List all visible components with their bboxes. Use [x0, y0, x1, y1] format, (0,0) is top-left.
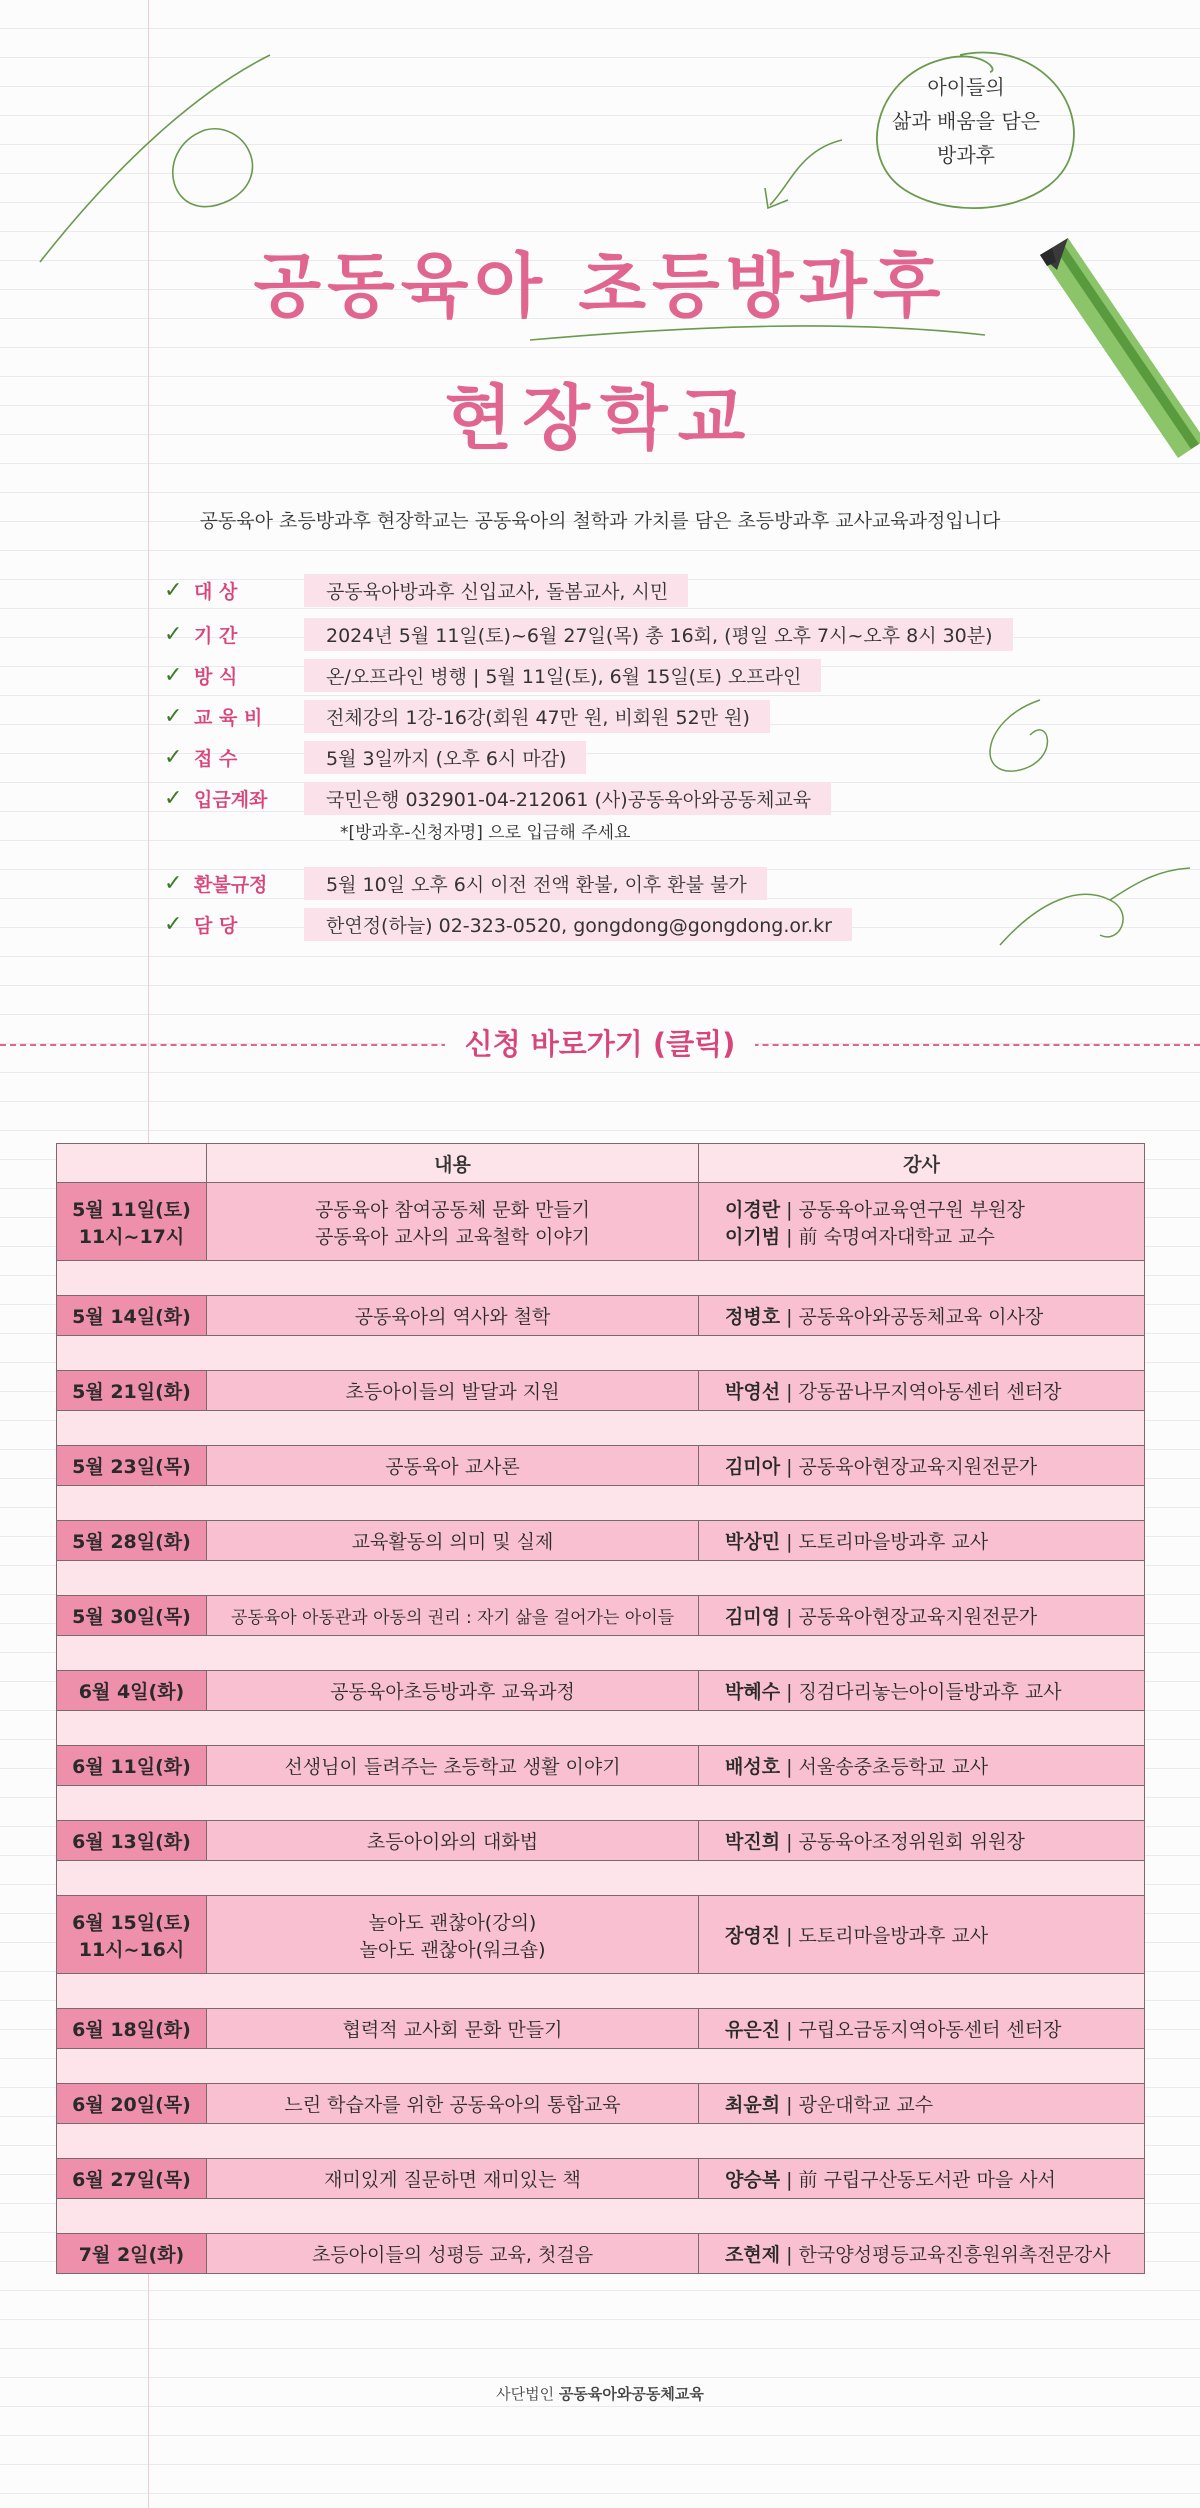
header-content: 내용 [207, 1144, 699, 1183]
spacer-row [57, 1411, 1145, 1446]
table-row [57, 2009, 1145, 2049]
instructor-affiliation: | 구립오금동지역아동센터 센터장 [780, 2019, 1062, 2041]
table-row [57, 1746, 1145, 1786]
table-row [57, 1371, 1145, 1411]
instructor-affiliation: | 징검다리놓는아이들방과후 교사 [780, 1681, 1062, 1703]
bubble-line: 삶과 배움을 담은 [892, 109, 1040, 133]
date-text: 5월 30일(목) [72, 1606, 191, 1628]
info-value: 2024년 5월 11일(토)~6월 27일(목) 총 16회, (평일 오후 7시~오후 8시 30분) [304, 618, 1013, 651]
content-cell [207, 1371, 699, 1411]
content-cell [207, 1671, 699, 1711]
content-line: 초등아이들의 발달과 지원 [345, 1381, 560, 1403]
date-cell [57, 2009, 207, 2049]
instructor-affiliation: | 前 숙명여자대학교 교수 [780, 1225, 995, 1248]
info-label: 담 당 [194, 914, 238, 937]
title-line1: 공동육아 초등방과후 [253, 244, 947, 327]
instructor-line [725, 1377, 1144, 1404]
date-cell [57, 1521, 207, 1561]
instructor-line [725, 2165, 1144, 2192]
instructor-name: 박혜수 [725, 1681, 781, 1703]
info-label: 교 육 비 [194, 706, 263, 729]
content-line: 공동육아 교사론 [385, 1456, 520, 1478]
table-row [57, 1521, 1145, 1561]
table-row [57, 1596, 1145, 1636]
instructor-cell [699, 2009, 1145, 2049]
check-icon: ✓ [164, 703, 183, 729]
instructor-line [725, 1222, 1144, 1249]
check-icon: ✓ [164, 577, 183, 603]
spacer-cell [57, 1786, 1145, 1821]
info-value: 국민은행 032901-04-212061 (사)공동육아와공동체교육 [304, 782, 831, 815]
content-cell [207, 2009, 699, 2049]
date-cell [57, 1596, 207, 1636]
date-text: 6월 4일(화) [78, 1681, 185, 1703]
table-header-row [57, 1144, 1145, 1183]
spacer-cell [57, 2124, 1145, 2159]
content-cell [207, 1296, 699, 1336]
right-side-doodle [990, 700, 1190, 945]
content-cell [207, 1746, 699, 1786]
table-row [57, 2084, 1145, 2124]
spacer-row [57, 2199, 1145, 2234]
table-row [57, 1671, 1145, 1711]
instructor-affiliation: | 광운대학교 교수 [780, 2094, 934, 2116]
spacer-row [57, 1336, 1145, 1371]
info-row [164, 742, 586, 772]
content-line: 재미있게 질문하면 재미있는 책 [324, 2169, 581, 2191]
instructor-cell [699, 2234, 1145, 2274]
content-line: 공동육아 참여공동체 문화 만들기 [314, 1198, 591, 1221]
content-line: 공동육아 아동관과 아동의 권리 : 자기 삶을 걸어가는 아이들 [230, 1608, 675, 1628]
check-icon: ✓ [164, 911, 183, 937]
table-row [57, 1446, 1145, 1486]
date-text: 6월 27일(목) [72, 2169, 191, 2191]
instructor-cell [699, 1371, 1145, 1411]
spacer-row [57, 1786, 1145, 1821]
date-cell [57, 1296, 207, 1336]
date-text: 6월 11일(화) [72, 1756, 191, 1778]
instructor-cell [699, 1446, 1145, 1486]
info-value: 전체강의 1강-16강(회원 47만 원, 비회원 52만 원) [304, 700, 770, 733]
instructor-name: 배성호 [725, 1756, 781, 1778]
spacer-row [57, 1486, 1145, 1521]
instructor-cell [699, 1296, 1145, 1336]
instructor-affiliation: | 공동육아현장교육지원전문가 [780, 1606, 1038, 1628]
info-label: 입금계좌 [194, 788, 268, 811]
date-cell [57, 2159, 207, 2199]
content-line: 느린 학습자를 위한 공동육아의 통합교육 [284, 2094, 621, 2116]
instructor-line [725, 1195, 1144, 1222]
table-row [57, 2234, 1145, 2274]
table-row [57, 1296, 1145, 1336]
instructor-line [725, 1921, 1144, 1948]
bubble-caption [846, 70, 1086, 172]
content-cell [207, 1521, 699, 1561]
instructor-cell [699, 1183, 1145, 1261]
spacer-cell [57, 1711, 1145, 1746]
instructor-name: 박영선 [725, 1381, 781, 1403]
content-line: 놀아도 괜찮아(워크숍) [359, 1938, 546, 1961]
info-value: 온/오프라인 병행 | 5월 11일(토), 6월 15일(토) 오프라인 [304, 659, 821, 692]
content-cell [207, 1596, 699, 1636]
info-row [164, 701, 770, 731]
instructor-name: 최윤희 [725, 2094, 781, 2116]
date-cell [57, 1671, 207, 1711]
spacer-cell [57, 1486, 1145, 1521]
footer [0, 2383, 1200, 2404]
date-cell [57, 1821, 207, 1861]
instructor-affiliation: | 강동꿈나무지역아동센터 센터장 [780, 1381, 1062, 1403]
content-line: 초등아이들의 성평등 교육, 첫걸음 [311, 2244, 594, 2266]
content-line: 교육활동의 의미 및 실제 [351, 1531, 554, 1553]
content-line: 초등아이와의 대화법 [366, 1831, 539, 1853]
instructor-cell [699, 1596, 1145, 1636]
info-value: 한연정(하늘) 02-323-0520, gongdong@gongdong.or.kr [304, 908, 852, 941]
instructor-affiliation: | 도토리마을방과후 교사 [780, 1925, 989, 1947]
schedule-body [57, 1183, 1145, 2274]
spacer-row [57, 1711, 1145, 1746]
content-cell [207, 1446, 699, 1486]
instructor-line [725, 1752, 1144, 1779]
instructor-name: 김미영 [725, 1606, 781, 1628]
spacer-cell [57, 1261, 1145, 1296]
spacer-cell [57, 1336, 1145, 1371]
instructor-name: 정병호 [725, 1306, 781, 1328]
instructor-line [725, 2090, 1144, 2117]
arrow-doodle [765, 140, 842, 208]
table-row [57, 2159, 1145, 2199]
content-cell [207, 1896, 699, 1974]
spacer-cell [57, 2199, 1145, 2234]
instructor-name: 조현제 [725, 2244, 781, 2266]
instructor-affiliation: | 서울송중초등학교 교사 [780, 1756, 989, 1778]
instructor-affiliation: | 공동육아와공동체교육 이사장 [780, 1306, 1044, 1328]
instructor-name: 이경란 [725, 1198, 781, 1221]
spacer-cell [57, 1411, 1145, 1446]
instructor-cell [699, 2084, 1145, 2124]
date-text: 6월 13일(화) [72, 1831, 191, 1853]
table-row [57, 1821, 1145, 1861]
time-text: 11시~16시 [78, 1938, 185, 1961]
check-icon: ✓ [164, 662, 183, 688]
date-text: 5월 11일(토) [72, 1198, 191, 1221]
info-label: 환불규정 [194, 873, 268, 896]
content-cell [207, 2234, 699, 2274]
content-line: 공동육아초등방과후 교육과정 [330, 1681, 575, 1703]
spacer-row [57, 2124, 1145, 2159]
date-cell [57, 1183, 207, 1261]
spacer-cell [57, 1861, 1145, 1896]
bubble-line: 아이들의 [927, 75, 1005, 99]
date-text: 5월 21일(화) [72, 1381, 191, 1403]
instructor-cell [699, 2159, 1145, 2199]
table-row [57, 1183, 1145, 1261]
spacer-row [57, 1561, 1145, 1596]
date-text: 5월 14일(화) [72, 1306, 191, 1328]
check-icon: ✓ [164, 744, 183, 770]
spacer-row [57, 1261, 1145, 1296]
info-row [164, 783, 831, 813]
info-label: 방 식 [194, 665, 238, 688]
instructor-cell [699, 1671, 1145, 1711]
content-line: 협력적 교사회 문화 만들기 [342, 2019, 563, 2041]
spacer-cell [57, 2049, 1145, 2084]
instructor-name: 이기범 [725, 1225, 781, 1248]
apply-link-button[interactable]: 신청 바로가기 (클릭) [445, 1022, 755, 1066]
content-cell [207, 1183, 699, 1261]
info-value: 5월 3일까지 (오후 6시 마감) [304, 741, 586, 774]
info-row [164, 575, 688, 605]
instructor-line [725, 1677, 1144, 1704]
spacer-row [57, 1974, 1145, 2009]
footer-prefix: 사단법인 [496, 2385, 559, 2403]
info-label: 기 간 [194, 624, 238, 647]
check-icon: ✓ [164, 785, 183, 811]
instructor-affiliation: | 도토리마을방과후 교사 [780, 1531, 989, 1553]
info-value: 공동육아방과후 신입교사, 돌봄교사, 시민 [304, 574, 688, 607]
instructor-line [725, 1452, 1144, 1479]
content-cell [207, 2159, 699, 2199]
date-cell [57, 1446, 207, 1486]
instructor-line [725, 1527, 1144, 1554]
date-text: 6월 15일(토) [72, 1911, 191, 1934]
instructor-affiliation: | 공동육아교육연구원 부원장 [780, 1198, 1025, 1221]
content-line: 공동육아 교사의 교육철학 이야기 [314, 1225, 591, 1248]
instructor-name: 박진희 [725, 1831, 781, 1853]
info-value: 5월 10일 오후 6시 이전 전액 환불, 이후 환불 불가 [304, 867, 767, 900]
time-text: 11시~17시 [78, 1225, 185, 1248]
header-instructor: 강사 [699, 1144, 1145, 1183]
spacer-row [57, 1861, 1145, 1896]
spacer-cell [57, 1561, 1145, 1596]
info-row [164, 909, 852, 939]
instructor-cell [699, 1521, 1145, 1561]
instructor-affiliation: | 공동육아조정위원회 위원장 [780, 1831, 1025, 1853]
instructor-affiliation: | 공동육아현장교육지원전문가 [780, 1456, 1038, 1478]
date-text: 5월 23일(목) [72, 1456, 191, 1478]
info-row [164, 619, 1013, 649]
instructor-name: 박상민 [725, 1531, 781, 1553]
date-cell [57, 2084, 207, 2124]
instructor-line [725, 2015, 1144, 2042]
instructor-affiliation: | 前 구립구산동도서관 마을 사서 [780, 2169, 1056, 2191]
spacer-cell [57, 1636, 1145, 1671]
instructor-line [725, 1827, 1144, 1854]
instructor-name: 장영진 [725, 1925, 781, 1947]
content-line: 선생님이 들려주는 초등학교 생활 이야기 [284, 1756, 621, 1778]
content-line: 공동육아의 역사와 철학 [354, 1306, 551, 1328]
content-line: 놀아도 괜찮아(강의) [368, 1911, 537, 1934]
date-cell [57, 1746, 207, 1786]
instructor-line [725, 2240, 1144, 2267]
info-row [164, 868, 767, 898]
instructor-affiliation: | 한국양성평등교육진흥원위촉전문강사 [780, 2244, 1111, 2266]
spacer-cell [57, 1974, 1145, 2009]
instructor-line [725, 1602, 1144, 1629]
check-icon: ✓ [164, 870, 183, 896]
bank-note: *[방과후-신청자명] 으로 입금해 주세요 [340, 823, 631, 843]
date-cell [57, 1371, 207, 1411]
instructor-cell [699, 1821, 1145, 1861]
content-cell [207, 1821, 699, 1861]
info-row [164, 660, 821, 690]
instructor-cell [699, 1896, 1145, 1974]
title-line2: 현장학교 [444, 376, 756, 459]
header-date [57, 1144, 207, 1183]
spacer-row [57, 2049, 1145, 2084]
date-text: 5월 28일(화) [72, 1531, 191, 1553]
instructor-name: 양승복 [725, 2169, 781, 2191]
info-label: 대 상 [194, 580, 238, 603]
intro-text: 공동육아 초등방과후 현장학교는 공동육아의 철학과 가치를 담은 초등방과후 교사교육과정입니다 [199, 510, 1001, 532]
spacer-row [57, 1636, 1145, 1671]
instructor-cell [699, 1746, 1145, 1786]
date-cell [57, 2234, 207, 2274]
date-cell [57, 1896, 207, 1974]
bubble-line: 방과후 [937, 143, 995, 167]
date-text: 6월 18일(화) [72, 2019, 191, 2041]
instructor-name: 유은진 [725, 2019, 781, 2041]
table-row [57, 1896, 1145, 1974]
check-icon: ✓ [164, 621, 183, 647]
footer-org: 공동육아와공동체교육 [558, 2385, 704, 2403]
schedule-table [56, 1143, 1145, 2274]
instructor-name: 김미아 [725, 1456, 781, 1478]
date-text: 6월 20일(목) [72, 2094, 191, 2116]
content-cell [207, 2084, 699, 2124]
info-label: 접 수 [194, 747, 238, 770]
date-text: 7월 2일(화) [78, 2244, 185, 2266]
instructor-line [725, 1302, 1144, 1329]
